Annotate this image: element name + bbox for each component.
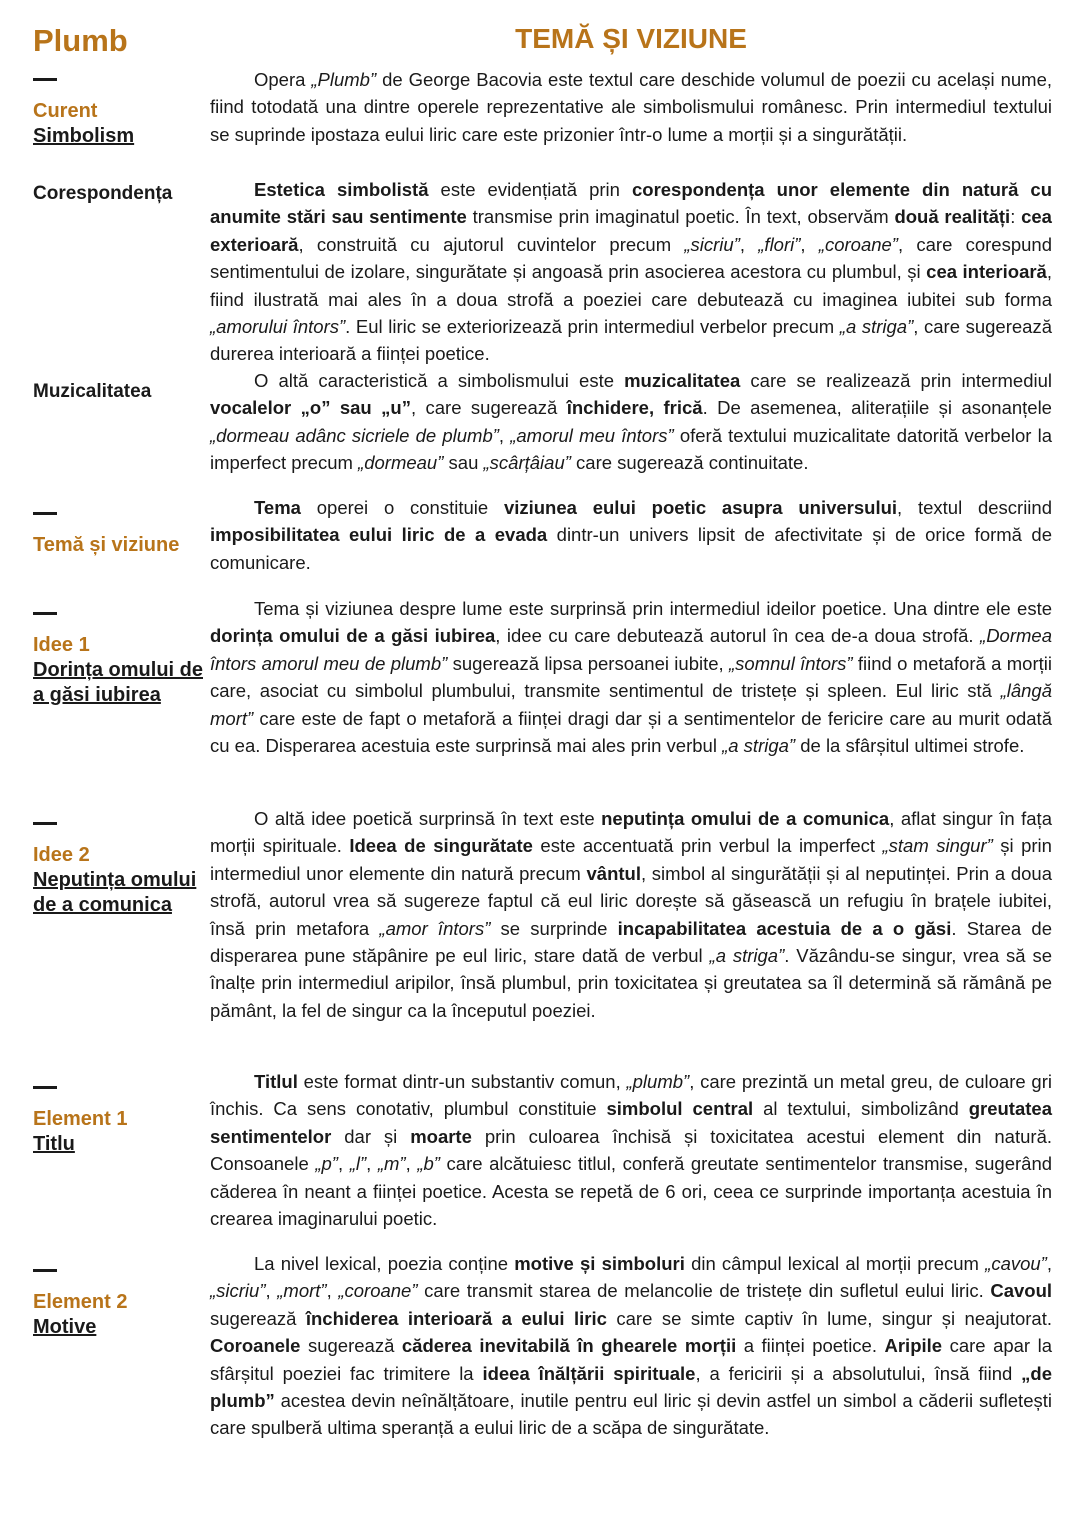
- text-segment: Titlul: [254, 1071, 298, 1092]
- text-segment: moarte: [410, 1125, 472, 1147]
- text-segment: „lângă mort”: [210, 680, 1052, 729]
- text-segment: este accentuată prin verbul la imperfect: [532, 835, 883, 857]
- text-segment: „amorului întors”: [210, 316, 346, 338]
- text-segment: al textului, simbolizând: [753, 1098, 969, 1120]
- text-segment: viziunea eului poetic asupra universului: [503, 497, 898, 518]
- sidebar-value-idee2: Neputința omului de a comunica: [33, 869, 197, 916]
- text-segment: care se realizează prin intermediul: [740, 370, 1052, 391]
- paragraph-corespondenta: [210, 176, 1052, 368]
- text-segment: „dormeau adânc sicriele de plumb”: [210, 424, 499, 446]
- paragraph-tema: [210, 494, 1052, 576]
- text-segment: închiderea interioară a eului liric: [305, 1307, 607, 1329]
- text-segment: „scârțâiau”: [483, 452, 571, 474]
- text-segment: este evidențiată prin: [428, 179, 632, 200]
- text-segment: „sicriu”: [684, 233, 740, 255]
- text-segment: „a striga”: [709, 945, 785, 967]
- sidebar-label-corespondenta: Corespondența: [33, 183, 173, 204]
- sidebar-tema: [33, 512, 208, 558]
- text-segment: , textul descriind: [897, 497, 1052, 518]
- text-segment: , a fericirii și a absolutului, însă fiind: [695, 1362, 1022, 1384]
- text-segment: incapabilitatea acestuia de a o găsi: [617, 917, 952, 939]
- text-segment: „b”: [417, 1153, 440, 1175]
- sidebar-element1: [33, 1086, 208, 1157]
- sidebar-label-idee2: Idee 2: [33, 844, 90, 866]
- text-segment: ,: [366, 1153, 378, 1175]
- text-segment: ,: [498, 424, 511, 446]
- text-segment: prin culoarea închisă și toxicitatea acestui element din natură. Consoanele: [210, 1125, 1052, 1175]
- text-segment: „somnul întors”: [729, 652, 853, 674]
- sidebar-label-idee1: Idee 1: [33, 634, 90, 656]
- text-segment: ,: [739, 233, 759, 255]
- text-segment: „coroane”: [338, 1280, 418, 1302]
- text-segment: „coroane”: [818, 233, 898, 255]
- text-segment: „cavou”: [985, 1253, 1047, 1274]
- text-segment: . Eul liric se exteriorizează prin intermediul verbelor precum: [345, 316, 840, 338]
- text-segment: Tema și viziunea despre lume este surprinsă prin intermediul ideilor poetice. Una dintre ele este: [254, 598, 1052, 619]
- text-segment: Tema: [254, 497, 301, 518]
- text-segment: sau: [443, 452, 484, 474]
- text-segment: Aripile: [884, 1335, 943, 1357]
- text-segment: corespondența unor elemente din natură cu anumite stări sau sentimente: [210, 179, 1052, 228]
- text-segment: „Dormea întors amorul meu de plumb”: [210, 625, 1052, 674]
- text-segment: închidere, frică: [566, 397, 703, 419]
- text-segment: , simbol al singurătății și al neputinței. Prin a doua strofă, autorul vrea să sugereze faptul că eul liric dorește să găsească un refugiu în brațele iubitei, însă prin metafora: [210, 862, 1052, 939]
- text-segment: se surprinde: [490, 917, 618, 939]
- text-segment: și prin intermediul unor elemente din natură precum: [210, 835, 1052, 884]
- text-segment: a ființei poetice.: [736, 1335, 885, 1357]
- text-segment: sugerează lipsa persoanei iubite,: [447, 652, 729, 674]
- paragraph-element2: [210, 1250, 1052, 1442]
- text-segment: operei o constituie: [300, 497, 504, 518]
- text-segment: transmise prin imaginatul poetic. În text, observăm: [466, 206, 895, 228]
- paragraph-intro: [210, 66, 1052, 148]
- sidebar-corespondenta: [33, 181, 208, 206]
- paragraph-idee1: [210, 595, 1052, 759]
- text-segment: ,: [405, 1153, 418, 1175]
- text-segment: neputința omului de a comunica: [601, 808, 890, 829]
- text-segment: ,: [1046, 1253, 1052, 1274]
- text-segment: O altă idee poetică surprinsă în text este: [254, 808, 602, 829]
- paragraph-muzicalitatea: [210, 367, 1052, 477]
- text-segment: este format dintr-un substantiv comun,: [297, 1071, 627, 1092]
- text-segment: , care prezintă un metal greu, de culoare gri închis. Ca sens conotativ, plumbul constituie: [210, 1071, 1052, 1120]
- text-segment: „dormeau”: [358, 452, 444, 474]
- text-segment: . De asemenea, aliterațiile și asonanțele: [702, 397, 1052, 419]
- section-dash: [33, 1086, 57, 1089]
- text-segment: , idee cu care debutează autorul în cea de-a doua strofă.: [495, 625, 981, 647]
- text-segment: „de plumb”: [210, 1362, 1053, 1412]
- text-segment: dintr-un univers lipsit de afectivitate și de orice formă de comunicare.: [210, 524, 1053, 573]
- text-segment: ,: [800, 233, 819, 255]
- text-segment: „Plumb”: [311, 69, 377, 90]
- sidebar-idee1: [33, 612, 208, 708]
- text-segment: care este de fapt o metaforă a ființei dragi dar și a sentimentelor de fericire care au murit odată cu ea. Disperarea acestuia este surprinsă mai ales prin verbul: [210, 707, 1052, 757]
- section-dash: [33, 78, 57, 81]
- text-segment: „mort”: [277, 1280, 327, 1302]
- text-segment: „amor întors”: [379, 917, 491, 939]
- text-segment: muzicalitatea: [624, 370, 741, 391]
- text-segment: de la sfârșitul ultimei strofe.: [795, 735, 1025, 757]
- text-segment: „flori”: [758, 233, 801, 255]
- text-segment: oferă textului muzicalitate datorită verbelor la imperfect precum: [210, 424, 1052, 474]
- text-segment: care transmit starea de melancolie de tristețe din sufletul eului liric.: [417, 1280, 991, 1302]
- sidebar-curent: [33, 78, 208, 149]
- sidebar-value-curent: Simbolism: [33, 125, 135, 147]
- text-segment: „amorul meu întors”: [510, 424, 674, 446]
- text-segment: dorința omului de a găsi iubirea: [210, 625, 496, 647]
- text-segment: cea interioară: [926, 261, 1047, 283]
- sidebar-label-element1: Element 1: [33, 1108, 128, 1130]
- text-segment: „l”: [349, 1153, 367, 1175]
- paragraph-idee2: [210, 805, 1052, 1024]
- text-segment: „a striga”: [722, 735, 796, 757]
- section-dash: [33, 512, 57, 515]
- text-segment: O altă caracteristică a simbolismului este: [254, 370, 625, 391]
- text-segment: . Văzându-se singur, vrea să se înalțe prin intermediul aripilor, însă plumbul, prin toxicitatea și greutatea sa îl determină să rămână pe pământ, la fel de singur ca la începutul poeziei.: [210, 945, 1052, 1021]
- text-segment: ,: [326, 1280, 339, 1302]
- text-segment: căderea inevitabilă în ghearele morții: [401, 1335, 737, 1357]
- sidebar-idee2: [33, 822, 208, 918]
- text-segment: Ideea de singurătate: [349, 835, 533, 857]
- text-segment: imposibilitatea eului liric de a evada: [210, 524, 548, 546]
- section-dash: [33, 1269, 57, 1272]
- sidebar-label-element2: Element 2: [33, 1291, 128, 1313]
- text-segment: care apar la sfârșitul poeziei fac trimitere la: [210, 1335, 1052, 1384]
- text-segment: ideea înălțării spirituale: [482, 1362, 696, 1384]
- text-segment: acestea devin neînălțătoare, inutile pentru eul liric și devin astfel un simbol a căderii sufletești care spulberă ultima speranță a eului liric de a scăpa de singurătate.: [210, 1390, 1052, 1439]
- text-segment: Opera: [254, 69, 312, 90]
- document-title: Plumb: [33, 23, 128, 58]
- text-segment: , care sugerează durerea interioară a ființei poetice.: [210, 316, 1052, 365]
- page-heading: TEMĂ ȘI VIZIUNE: [515, 23, 747, 54]
- text-segment: „sicriu”: [210, 1280, 266, 1302]
- sidebar-label-muzicalitatea: Muzicalitatea: [33, 381, 152, 402]
- text-segment: din câmpul lexical al morții precum: [684, 1253, 986, 1274]
- text-segment: „plumb”: [626, 1071, 690, 1092]
- text-segment: „a striga”: [839, 316, 914, 338]
- text-segment: , construită cu ajutorul cuvintelor precum: [298, 233, 685, 255]
- text-segment: care sugerează continuitate.: [570, 452, 809, 474]
- text-segment: :: [1010, 206, 1022, 228]
- text-segment: două realități: [894, 206, 1011, 228]
- text-segment: „p”: [315, 1153, 338, 1175]
- text-segment: dar și: [331, 1125, 411, 1147]
- text-segment: greutatea sentimentelor: [210, 1098, 1052, 1147]
- text-segment: vântul: [586, 862, 641, 884]
- sidebar-label-tema: Temă și viziune: [33, 534, 180, 556]
- text-segment: , aflat singur în fața morții spirituale.: [210, 808, 1052, 857]
- text-segment: , care corespund sentimentului de izolare, singurătate și angoasă prin asocierea acestora cu plumbul, și: [210, 233, 1053, 283]
- text-segment: , fiind ilustrată mai ales în a doua strofă a poeziei care debutează cu imaginea iubitei sub forma: [210, 261, 1052, 310]
- text-segment: , care sugerează: [410, 397, 567, 419]
- text-segment: ,: [265, 1280, 278, 1302]
- text-segment: ,: [337, 1153, 350, 1175]
- text-segment: La nivel lexical, poezia conține: [254, 1253, 515, 1274]
- sidebar-muzicalitatea: [33, 379, 208, 404]
- section-dash: [33, 822, 57, 825]
- text-segment: care se simte captiv în lume, singur și neajutorat.: [606, 1307, 1052, 1329]
- text-segment: sugerează: [300, 1335, 402, 1357]
- sidebar-value-idee1: Dorința omului de a găsi iubirea: [33, 659, 203, 706]
- text-segment: care alcătuiesc titlul, conferă greutate sentimentelor transmise, sugerând căderea în neant a ființei poetice. Acesta se repetă de 6 ori, ceea ce surprinde importanța acestuia în crearea imaginarului poetic.: [210, 1153, 1053, 1230]
- text-segment: Cavoul: [990, 1280, 1053, 1302]
- sidebar-value-element2: Motive: [33, 1316, 97, 1338]
- text-segment: vocalelor „o” sau „u”: [210, 397, 411, 419]
- sidebar-label-curent: Curent: [33, 100, 98, 122]
- text-segment: Coroanele: [210, 1335, 301, 1357]
- text-segment: de George Bacovia este textul care deschide volumul de poezii cu același nume, fiind totodată una dintre operele reprezentative ale simbolismului românesc. Prin intermediul textului se suprinde ipostaza eului liric care este prizonier într-o lume a morții și a singurătății.: [210, 69, 1052, 145]
- sidebar-element2: [33, 1269, 208, 1340]
- paragraph-element1: [210, 1068, 1052, 1232]
- section-dash: [33, 612, 57, 615]
- text-segment: cea exterioară: [210, 206, 1052, 255]
- text-segment: . Starea de disperarea pune stăpânire pe eul liric, stare dată de verbul: [210, 917, 1052, 967]
- text-segment: „stam singur”: [882, 835, 993, 857]
- text-segment: simbolul central: [606, 1098, 754, 1120]
- text-segment: sugerează: [210, 1307, 306, 1329]
- text-segment: fiind o metaforă a morții care, asociat cu simbolul plumbului, transmite sentimentul de tristețe și spleen. Eul liric stă: [210, 652, 1052, 702]
- text-segment: Estetica simbolistă: [254, 179, 429, 200]
- sidebar-value-element1: Titlu: [33, 1133, 75, 1155]
- text-segment: „m”: [377, 1153, 406, 1175]
- text-segment: motive și simboluri: [514, 1253, 685, 1274]
